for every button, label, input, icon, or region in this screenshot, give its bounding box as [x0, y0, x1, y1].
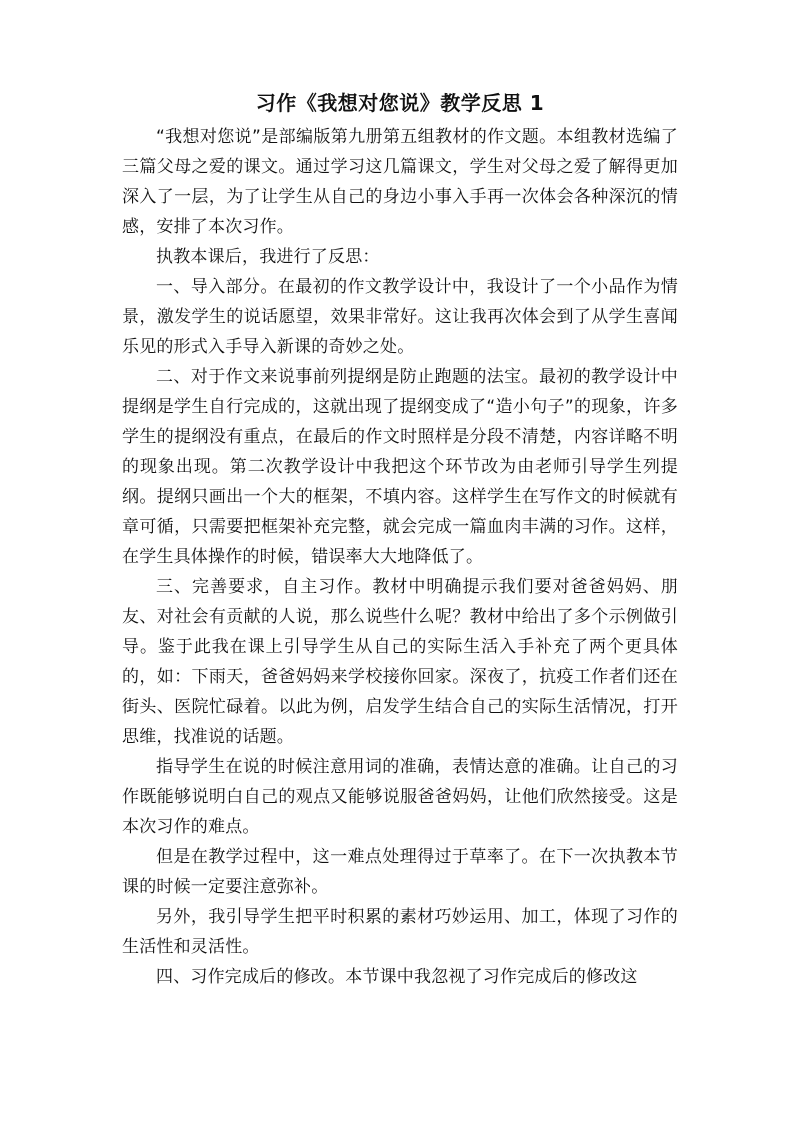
paragraph-intro: “我想对您说”是部编版第九册第五组教材的作文题。本组教材选编了三篇父母之爱的课文。通过学习这几篇课文，学生对父母之爱了解得更加深入了一层，为了让学生从自己的身边小事入手再一次体会各种深沉的情感，安排了本次习作。: [122, 127, 678, 237]
paragraph-guidance: 指导学生在说的时候注意用词的准确，表情达意的准确。让自己的习作既能够说明白自己的观点又能够说服爸爸妈妈，让他们欣然接受。这是本次习作的难点。: [122, 757, 678, 837]
paragraph-point-three: 三、完善要求，自主习作。教材中明确提示我们要对爸爸妈妈、朋友、对社会有贡献的人说，那么说些什么呢？教材中给出了多个示例做引导。鉴于此我在课上引导学生从自己的实际生活入手补充了两个更具体的，如：下雨天，爸爸妈妈来学校接你回家。深夜了，抗疫工作者们还在街头、医院忙碌着。以此为例，启发学生结合自己的实际生活情况，打开思维，找准说的话题。: [122, 577, 678, 747]
paragraph-point-four: 四、习作完成后的修改。本节课中我忽视了习作完成后的修改这: [156, 967, 638, 987]
paragraph-additional: 另外，我引导学生把平时积累的素材巧妙运用、加工，体现了习作的生活性和灵活性。: [122, 907, 678, 957]
paragraph-difficulty: 但是在教学过程中，这一难点处理得过于草率了。在下一次执教本节课的时候一定要注意弥补。: [122, 847, 678, 897]
document-title: 习作《我想对您说》教学反思 1: [255, 91, 545, 115]
paragraph-reflection-lead: 执教本课后，我进行了反思：: [156, 247, 380, 267]
paragraph-point-one: 一、导入部分。在最初的作文教学设计中，我设计了一个小品作为情景，激发学生的说话愿望，效果非常好。这让我再次体会到了从学生喜闻乐见的形式入手导入新课的奇妙之处。: [122, 277, 678, 357]
paragraph-point-two: 二、对于作文来说事前列提纲是防止跑题的法宝。最初的教学设计中提纲是学生自行完成的，这就出现了提纲变成了“造小句子”的现象，许多学生的提纲没有重点，在最后的作文时照样是分段不清楚，内容详略不明的现象出现。第二次教学设计中我把这个环节改为由老师引导学生列提纲。提纲只画出一个大的框架，不填内容。这样学生在写作文的时候就有章可循，只需要把框架补充完整，就会完成一篇血肉丰满的习作。这样，在学生具体操作的时候，错误率大大地降低了。: [122, 367, 678, 567]
document-body: [122, 90, 678, 992]
